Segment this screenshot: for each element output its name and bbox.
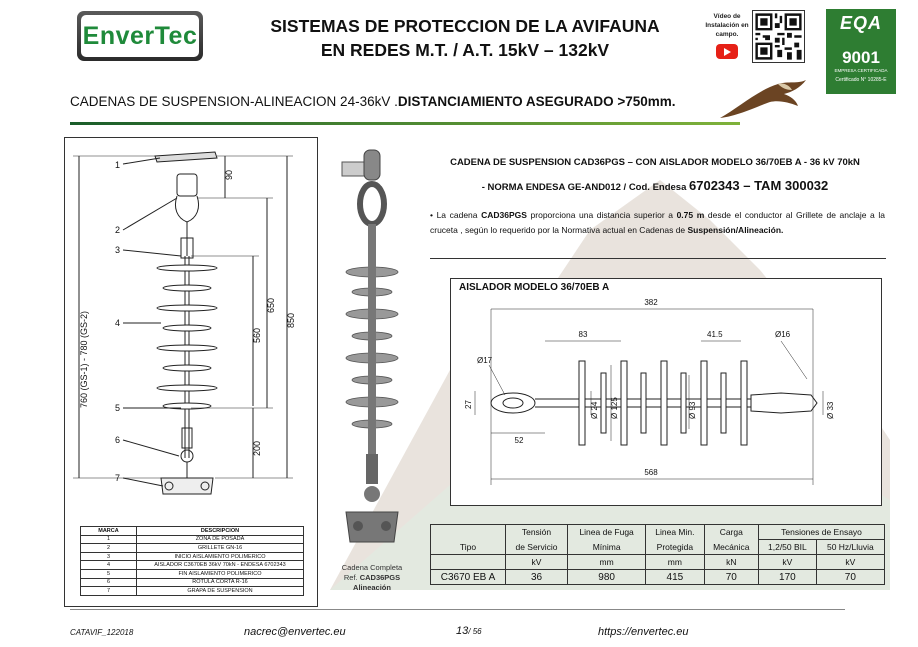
marca-cell: 2 <box>81 544 137 553</box>
desc-b: CAD36PGS <box>481 210 527 220</box>
spec-h2-bil: 1,2/50 BIL <box>759 540 817 555</box>
mark-5: 5 <box>115 403 121 413</box>
cert-name: EQA <box>839 13 882 33</box>
photo-caption <box>322 563 422 593</box>
table-row <box>431 570 885 585</box>
title-line-1: SISTEMAS DE PROTECCION DE LA AVIFAUNA <box>270 16 660 36</box>
mark-2: 2 <box>115 225 121 235</box>
table-row <box>431 540 885 555</box>
ins-dim-93: Ø 93 <box>688 401 697 419</box>
spec-value: 170 <box>759 570 817 585</box>
ins-dim-41: 41.5 <box>707 330 723 339</box>
spec-h2-minima: Mínima <box>568 540 646 555</box>
norm-code: 6702343 – TAM 300032 <box>689 178 829 193</box>
eagle-icon <box>718 78 808 122</box>
caption-line-2 <box>322 573 422 583</box>
ins-dim-total: 382 <box>644 298 658 307</box>
marca-cell: 5 <box>81 569 137 578</box>
ins-dim-33: Ø 33 <box>826 401 835 419</box>
descripcion-header: DESCRIPCION <box>137 527 304 536</box>
page-number <box>456 625 482 637</box>
section-subtitle <box>70 94 676 109</box>
cert-standard: 9001 <box>842 48 880 67</box>
spec-value: 415 <box>646 570 704 585</box>
insulator-drawing-svg <box>451 279 883 507</box>
desc-a: • La cadena <box>430 210 482 220</box>
table-row <box>81 578 304 587</box>
marca-cell: 4 <box>81 561 137 570</box>
mark-7: 7 <box>115 473 121 483</box>
product-norm <box>424 178 886 193</box>
contact-email-link[interactable]: nacrec@envertec.eu <box>244 626 346 638</box>
catalog-code: CATAVIF_122018 <box>70 628 134 637</box>
spec-h2-servicio: de Servicio <box>506 540 568 555</box>
table-row <box>81 544 304 553</box>
spec-h1-fuga: Linea de Fuga <box>568 525 646 540</box>
info-divider <box>430 258 886 259</box>
spec-h1-ensayo: Tensiones de Ensayo <box>759 525 885 540</box>
spec-unit: mm <box>568 555 646 570</box>
table-row <box>431 525 885 540</box>
spec-h2-tipo: Tipo <box>431 540 506 555</box>
marca-table <box>80 526 304 596</box>
descripcion-cell: AISLADOR C3670EB 36kV 70kN - ENDESA 6702343 <box>137 561 304 570</box>
page-current: 13 <box>456 625 469 637</box>
product-title: CADENA DE SUSPENSION CAD36PGS – CON AISLADOR MODELO 36/70EB A - 36 kV 70kN <box>450 157 860 168</box>
cert-sub: EMPRESA CERTIFICADA <box>834 68 888 73</box>
descripcion-cell: ZONA DE POSADA <box>137 535 304 544</box>
product-description <box>430 208 885 238</box>
footer-divider <box>70 609 845 610</box>
table-row <box>81 552 304 561</box>
mark-6: 6 <box>115 435 121 445</box>
marca-cell: 6 <box>81 578 137 587</box>
dim-90: 90 <box>224 169 234 180</box>
ins-dim-phi16: Ø16 <box>775 330 791 339</box>
desc-e: desde el conductor al Grillete de anclaje a la cruceta , según lo requerido por la Normativa actual en Cadenas de <box>430 210 885 235</box>
spec-h1-tipo <box>431 525 506 540</box>
table-row <box>81 587 304 596</box>
youtube-icon[interactable] <box>716 44 738 59</box>
descripcion-cell: FIN AISLAMIENTO POLIMERICO <box>137 569 304 578</box>
caption-line-1: Cadena Completa <box>341 563 403 572</box>
dim-850: 850 <box>286 312 296 328</box>
spec-table <box>430 524 885 585</box>
spec-unit: kV <box>759 555 817 570</box>
table-row <box>81 561 304 570</box>
spec-unit: mm <box>646 555 704 570</box>
descripcion-cell: ROTULA CORTA R-16 <box>137 578 304 587</box>
dim-200: 200 <box>252 440 262 456</box>
spec-h1-tension: Tensión <box>506 525 568 540</box>
cert-number: Certificado N° 10285-E <box>835 77 887 83</box>
table-row <box>81 569 304 578</box>
desc-f: Suspensión/Alineación. <box>687 225 784 235</box>
caption-ref: CAD36PGS <box>359 573 401 582</box>
spec-value: 70 <box>704 570 759 585</box>
ins-dim-52: 52 <box>514 436 524 445</box>
descripcion-cell: GRAPA DE SUSPENSION <box>137 587 304 596</box>
spec-value: 70 <box>816 570 884 585</box>
spec-unit: kV <box>506 555 568 570</box>
descripcion-cell: GRILLETE GN-16 <box>137 544 304 553</box>
subtitle-normal: CADENAS DE SUSPENSION-ALINEACION 24-36kV . <box>70 94 398 109</box>
dim-650: 650 <box>266 297 276 313</box>
ins-dim-125: Ø 125 <box>610 397 619 419</box>
video-label: Vídeo de Instalación en campo. <box>705 13 749 38</box>
qr-code-icon[interactable] <box>752 10 805 63</box>
ins-dim-83: 83 <box>578 330 588 339</box>
ins-dim-27: 27 <box>464 400 473 409</box>
ins-dim-24: Ø 24 <box>590 401 599 419</box>
spec-h2-mecanica: Mecánica <box>704 540 759 555</box>
marca-cell: 1 <box>81 535 137 544</box>
envertec-logo <box>77 11 203 61</box>
title-line-2: EN REDES M.T. / A.T. 15kV – 132kV <box>320 40 610 60</box>
desc-c: proporciona una distancia superior a <box>526 210 677 220</box>
mark-4: 4 <box>115 318 121 328</box>
spec-unit <box>431 555 506 570</box>
website-link[interactable]: https://envertec.eu <box>598 626 689 638</box>
table-row <box>81 535 304 544</box>
marca-cell: 7 <box>81 587 137 596</box>
marca-header: MARCA <box>81 527 137 536</box>
dim-side: 760 (GS-1) - 780 (GS-2) <box>79 310 89 408</box>
ins-dim-568: 568 <box>644 468 658 477</box>
mark-1: 1 <box>115 160 121 170</box>
caption-line-3: Alineación <box>353 583 391 592</box>
caption-ref-prefix: Ref. <box>343 573 360 582</box>
ins-dim-phi17: Ø17 <box>477 356 493 365</box>
spec-value: 36 <box>506 570 568 585</box>
subtitle-bold: DISTANCIAMIENTO ASEGURADO >750mm. <box>397 94 676 109</box>
spec-unit: kN <box>704 555 759 570</box>
norm-prefix: - NORMA ENDESA GE-AND012 / Cod. Endesa <box>481 182 690 193</box>
descripcion-cell: INICIO AISLAMIENTO POLIMERICO <box>137 552 304 561</box>
spec-h1-carga: Carga <box>704 525 759 540</box>
spec-h1-min: Linea Min. <box>646 525 704 540</box>
eqa-certification-badge <box>826 9 896 94</box>
insulator-drawing <box>450 278 882 506</box>
insulator-title: AISLADOR MODELO 36/70EB A <box>459 282 610 293</box>
spec-h2-lluvia: 50 Hz/Lluvia <box>816 540 884 555</box>
spec-value-tipo: C3670 EB A <box>431 570 506 585</box>
table-row <box>81 527 304 536</box>
green-divider <box>70 122 740 125</box>
page-total: / 56 <box>468 627 482 636</box>
spec-h2-protegida: Protegida <box>646 540 704 555</box>
table-row <box>431 555 885 570</box>
desc-d: 0.75 m <box>676 210 705 220</box>
page-title <box>240 14 690 62</box>
chain-photo <box>330 142 420 562</box>
marca-cell: 3 <box>81 552 137 561</box>
dim-560: 560 <box>252 327 262 343</box>
spec-unit: kV <box>816 555 884 570</box>
spec-value: 980 <box>568 570 646 585</box>
mark-3: 3 <box>115 245 121 255</box>
logo-text: EnverTec <box>81 15 199 57</box>
